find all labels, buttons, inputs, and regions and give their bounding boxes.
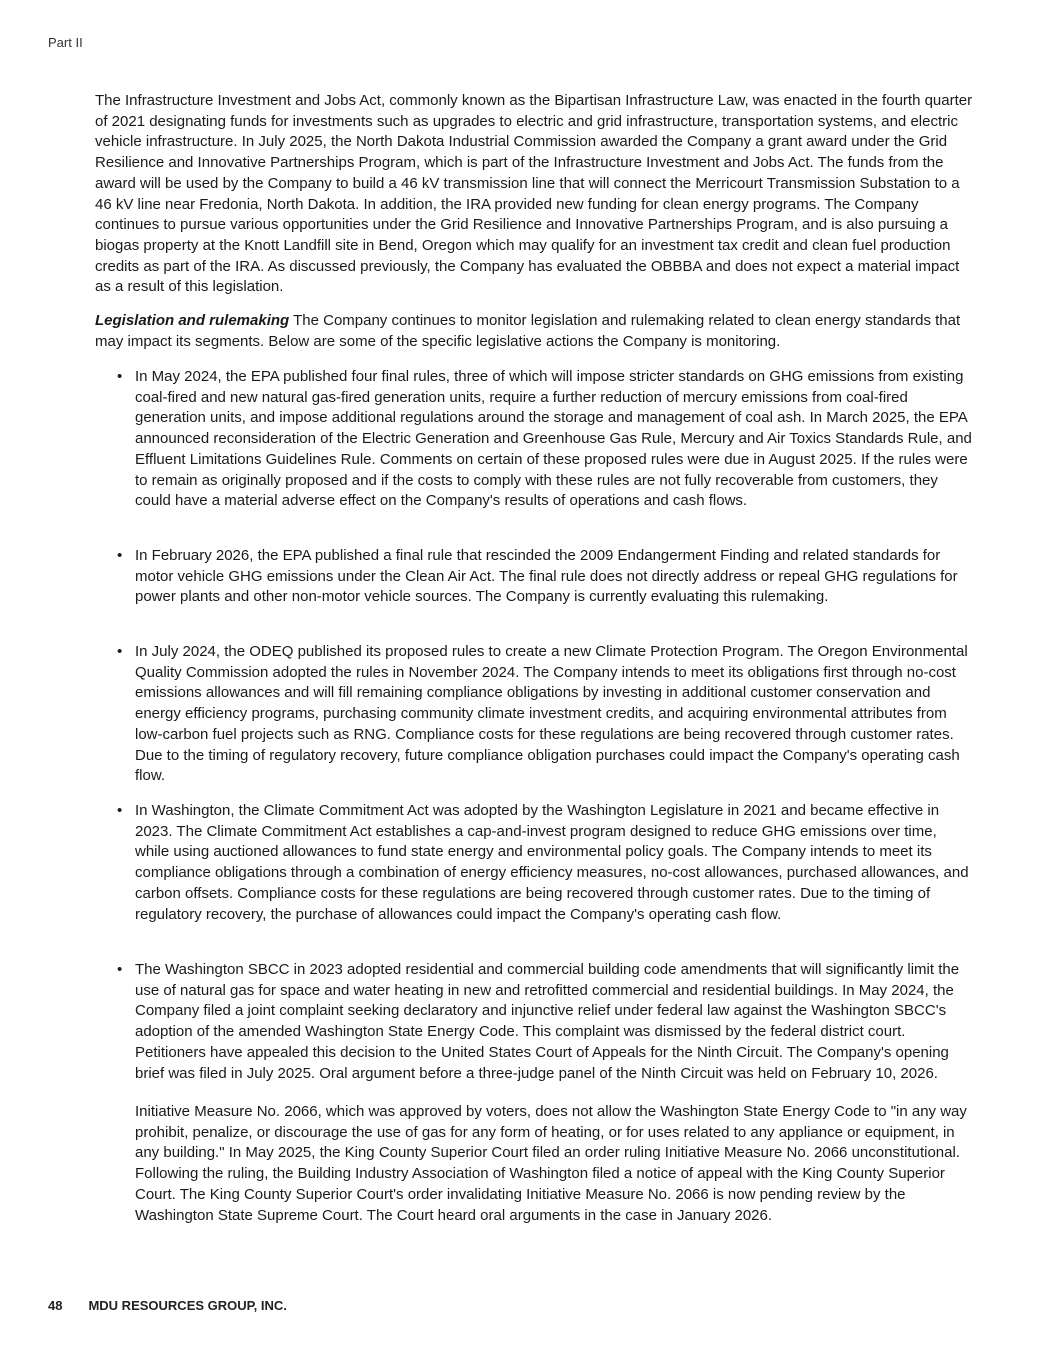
bullet-item [117,546,975,608]
bullet-icon: • [117,961,123,978]
bullet-item [117,960,975,1084]
bullet-icon: • [117,643,123,660]
page-number: 48 [48,1298,63,1313]
legislation-body: The Company continues to monitor legislation and rulemaking related to clean energy standards that may impact its segments. Below are some of the specific legislative actions the Company is monitoring. [95,312,961,350]
bullet-icon: • [117,802,123,819]
bullet-text: In February 2026, the EPA published a final rule that rescinded the 2009 Endangerment Finding and related standards for motor vehicle GHG emissions under the Clean Air Act. The final rule does not directly address or repeal GHG regulations for power plants and other non-motor vehicle sources. The Company is currently evaluating this rulemaking. [135,547,958,606]
company-name: MDU RESOURCES GROUP, INC. [88,1298,287,1313]
bullet-text: The Washington SBCC in 2023 adopted residential and commercial building code amendments that will significantly limit the use of natural gas for space and water heating in new and retrofitted commercial and residential buildings. In May 2024, the Company filed a joint complaint seeking declaratory and injunctive relief under federal law against the Washington SBCC's adoption of the amended Washington State Energy Code. This complaint was dismissed by the federal district court. Petitioners have appealed this decision to the United States Court of Appeals for the Ninth Circuit. The Company's opening brief was filed in July 2025. Oral argument before a three-judge panel of the Ninth Circuit was held on February 10, 2026. [135,961,960,1082]
bullet-text: In July 2024, the ODEQ published its proposed rules to create a new Climate Protection Program. The Oregon Environmental Quality Commission adopted the rules in November 2024. The Company intends to meet its obligations first through no-cost emissions allowances and will fill remaining compliance obligations by investing in additional customer conservation and energy efficiency programs, purchasing community climate investment credits, and acquiring environmental attributes from low-carbon fuel projects such as RNG. Compliance costs for these regulations are being recovered through customer rates. Due to the timing of regulatory recovery, future compliance obligation purchases could impact the Company's operating cash flow. [135,643,968,785]
bullet-icon: • [117,547,123,564]
bullet-continuation: Initiative Measure No. 2066, which was approved by voters, does not allow the Washington State Energy Code to "in any way prohibit, penalize, or discourage the use of gas for any form of heating, or for uses related to any appliance or equipment, in any building." In May 2025, the King County Superior Court filed an order ruling Initiative Measure No. 2066 unconstitutional. Following the ruling, the Building Industry Association of Washington filed a notice of appeal with the King County Superior Court. The King County Superior Court's order invalidating Initiative Measure No. 2066 is now pending review by the Washington State Supreme Court. The Court heard oral arguments in the case in January 2026. [135,1103,967,1224]
bullet-text: In Washington, the Climate Commitment Act was adopted by the Washington Legislature in 2021 and became effective in 2023. The Climate Commitment Act establishes a cap-and-invest program designed to reduce GHG emissions over time, while using auctioned allowances to fund state energy and environmental policy goals. The Company intends to meet its compliance obligations through a combination of energy efficiency measures, no-cost allowances, purchased allowances, and carbon offsets. Compliance costs for these regulations are being recovered through customer rates. Due to the timing of regulatory recovery, the purchase of allowances could impact the Company's operating cash flow. [135,802,969,923]
legislation-paragraph [95,311,975,352]
bullet-text: In May 2024, the EPA published four final rules, three of which will impose stricter standards on GHG emissions from existing coal-fired and new natural gas-fired generation units, require a further reduction of mercury emissions from coal-fired generation units, and impose additional regulations around the storage and management of coal ash. In March 2025, the EPA announced reconsideration of the Electric Generation and Greenhouse Gas Rule, Mercury and Air Toxics Standards Rule, and Effluent Limitations Guidelines Rule. Comments on certain of these proposed rules were due in August 2025. If the rules were to remain as originally proposed and if the costs to comply with these rules are not fully recoverable from customers, they could have a material adverse effect on the Company's results of operations and cash flows. [135,368,972,510]
bullet-icon: • [117,368,123,385]
bullet-item [117,367,975,512]
bullet-item [117,642,975,787]
page-footer [48,1298,287,1313]
section-header: Part II [48,35,83,50]
bullet-item [117,801,975,925]
legislation-heading: Legislation and rulemaking [95,312,290,329]
intro-paragraph: The Infrastructure Investment and Jobs Act, commonly known as the Bipartisan Infrastructure Law, was enacted in the fourth quarter of 2021 designating funds for investments such as upgrades to electric and grid infrastructure, transportation systems, and electric vehicle infrastructure. In July 2025, the North Dakota Industrial Commission awarded the Company a grant award under the Grid Resilience and Innovative Partnerships Program, which is part of the Infrastructure Investment and Jobs Act. The funds from the award will be used by the Company to build a 46 kV transmission line that will connect the Merricourt Transmission Substation to a 46 kV line near Fredonia, North Dakota. In addition, the IRA provided new funding for clean energy programs. The Company continues to pursue various opportunities under the Grid Resilience and Innovative Partnerships Program, and is also pursuing a biogas property at the Knott Landfill site in Bend, Oregon which may qualify for an investment tax credit and clean fuel production credits as part of the IRA. As discussed previously, the Company has evaluated the OBBBA and does not expect a material impact as a result of this legislation. [95,92,973,296]
